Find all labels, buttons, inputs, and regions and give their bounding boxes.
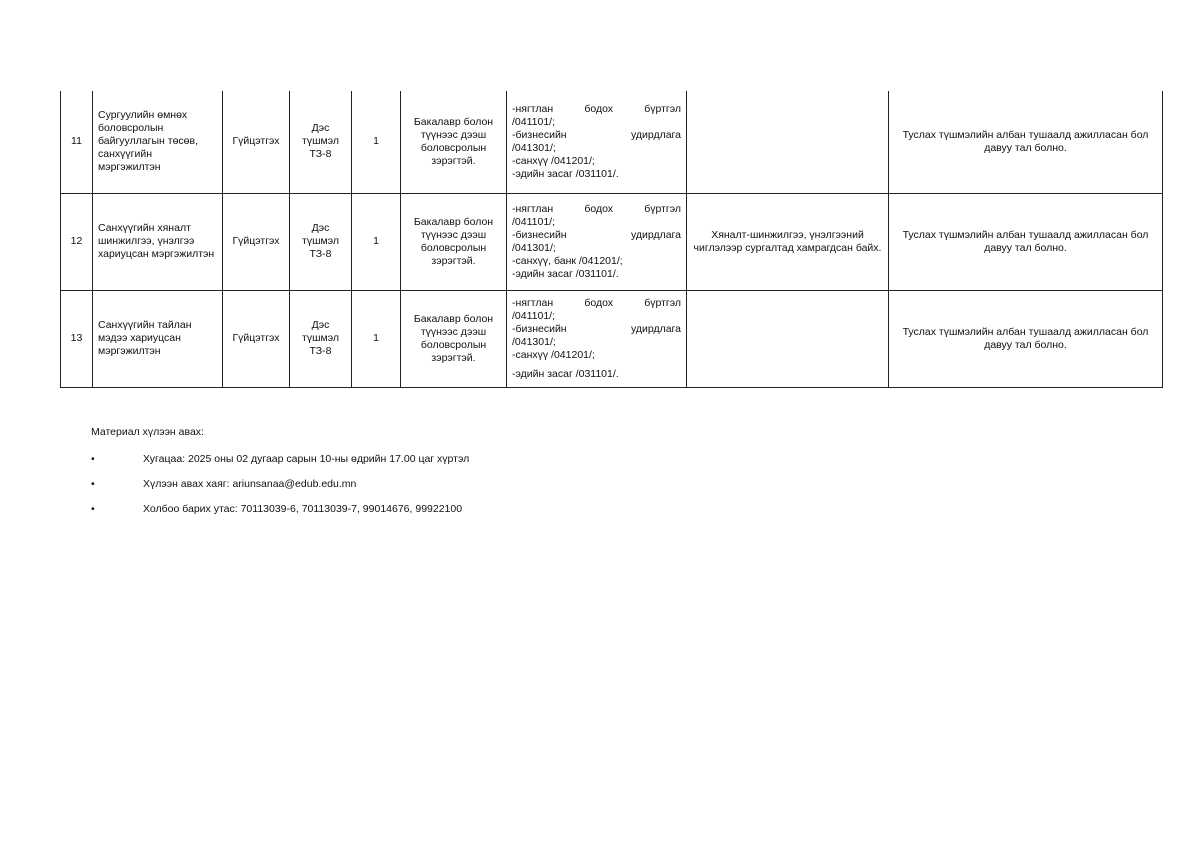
list-item [91,478,357,491]
specialization-item: /041301/; [512,335,556,348]
position-rank: Дэс түшмэл ТЗ-8 [290,193,352,290]
phone-text: Холбоо барих утас: 70113039-6, 70113039-7, 99014676, 99922100 [143,503,463,515]
list-item [91,503,463,516]
row-number: 12 [61,193,93,290]
position-category: Гүйцэтгэх [223,91,290,193]
position-title: Санхүүгийн тайлан мэдээ хариуцсан мэргэжилтэн [93,290,223,387]
vacancy-count: 1 [352,290,401,387]
specialization-item: /041301/; [512,241,556,254]
specialization-item: -нягтлан бодох бүртгэл [512,202,681,215]
deadline-text: Хугацаа: 2025 оны 02 дугаар сарын 10-ны өдрийн 17.00 цаг хүртэл [143,453,470,465]
specialization-item: -санхүү /041201/; [512,154,595,167]
specialization-list [507,290,687,387]
specialization-item: -нягтлан бодох бүртгэл [512,102,681,115]
positions-table [60,91,1163,388]
submission-notes [91,426,470,528]
row-number: 11 [61,91,93,193]
position-rank: Дэс түшмэл ТЗ-8 [290,91,352,193]
training-requirement: Хяналт-шинжилгээ, үнэлгээний чиглэлээр сургалтад хамрагдсан байх. [687,193,889,290]
specialization-item: -эдийн засаг /031101/. [512,267,619,280]
specialization-item: -бизнесийн удирдлага [512,228,681,241]
bullet-icon: • [91,503,95,515]
specialization-item: -бизнесийн удирдлага [512,322,681,335]
position-category: Гүйцэтгэх [223,193,290,290]
specialization-item: /041101/; [512,309,556,322]
vacancy-count: 1 [352,91,401,193]
education-requirement: Бакалавр болон түүнээс дээш боловсролын зэрэгтэй. [401,193,507,290]
experience-note: Туслах түшмэлийн албан тушаалд ажилласан бол давуу тал болно. [889,290,1163,387]
specialization-item: /041101/; [512,115,556,128]
experience-note: Туслах түшмэлийн албан тушаалд ажилласан бол давуу тал болно. [889,193,1163,290]
specialization-item: -эдийн засаг /031101/. [512,167,619,180]
notes-heading: Материал хүлээн авах: [91,426,204,438]
bullet-icon: • [91,453,95,465]
specialization-item: -санхүү, банк /041201/; [512,254,623,267]
vacancy-count: 1 [352,193,401,290]
position-title: Санхүүгийн хяналт шинжилгээ, үнэлгээ хариуцсан мэргэжилтэн [93,193,223,290]
training-requirement [687,91,889,193]
experience-note: Туслах түшмэлийн албан тушаалд ажилласан бол давуу тал болно. [889,91,1163,193]
position-category: Гүйцэтгэх [223,290,290,387]
table-row [61,91,1163,193]
education-requirement: Бакалавр болон түүнээс дээш боловсролын зэрэгтэй. [401,290,507,387]
specialization-item: -нягтлан бодох бүртгэл [512,296,681,309]
education-requirement: Бакалавр болон түүнээс дээш боловсролын зэрэгтэй. [401,91,507,193]
specialization-item: -эдийн засаг /031101/. [512,367,619,380]
position-title: Сургуулийн өмнөх боловсролын байгууллагын төсөв, санхүүгийн мэргэжилтэн [93,91,223,193]
specialization-list [507,91,687,193]
training-requirement [687,290,889,387]
list-item [91,453,470,466]
table-row [61,193,1163,290]
specialization-list [507,193,687,290]
specialization-item: -бизнесийн удирдлага [512,128,681,141]
email-text: Хүлээн авах хаяг: ariunsanaa@edub.edu.mn [143,478,357,490]
specialization-item: /041301/; [512,141,556,154]
row-number: 13 [61,290,93,387]
specialization-item: -санхүү /041201/; [512,348,595,361]
table-row [61,290,1163,387]
specialization-item: /041101/; [512,215,556,228]
bullet-icon: • [91,478,95,490]
position-rank: Дэс түшмэл ТЗ-8 [290,290,352,387]
